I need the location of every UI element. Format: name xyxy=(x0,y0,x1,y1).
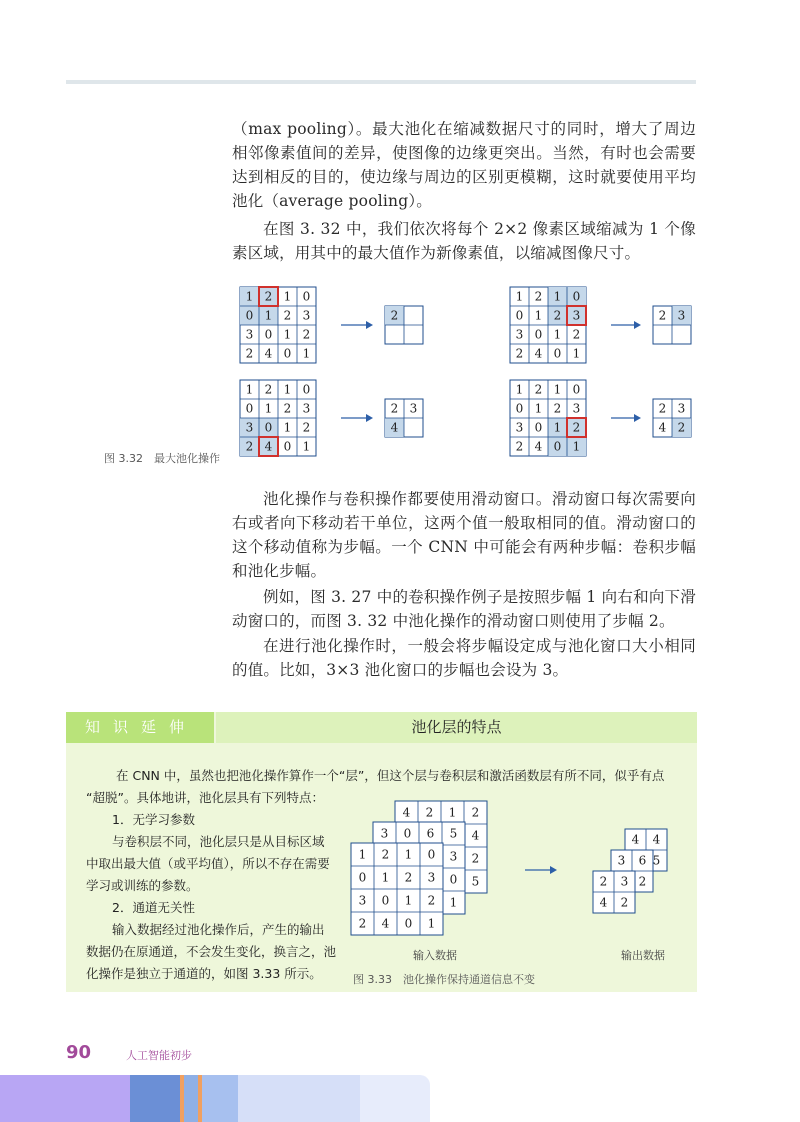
grid-cell-value: 4 xyxy=(471,828,480,843)
grid-cell-value: 2 xyxy=(572,327,581,342)
pooling-output-grid xyxy=(385,399,423,437)
grid-cell-value: 0 xyxy=(245,401,254,416)
grid-cell-value: 2 xyxy=(658,308,667,323)
output-channel-1 xyxy=(593,871,635,913)
grid-cell-value: 1 xyxy=(572,439,581,454)
grid-cell-value: 1 xyxy=(553,382,562,397)
footer-bar-1 xyxy=(0,1075,130,1122)
grid-cell-value: 0 xyxy=(515,308,524,323)
grid-cell-value: 2 xyxy=(283,401,292,416)
box-item1-line1: 与卷积层不同，池化层只是从目标区域 xyxy=(112,834,325,849)
grid-cell-value: 2 xyxy=(245,346,254,361)
grid-cell-value: 3 xyxy=(302,308,311,323)
grid-cell-value: 3 xyxy=(409,401,418,416)
grid-cell-value: 2 xyxy=(471,805,480,820)
grid-cell-value: 1 xyxy=(283,382,292,397)
grid-cell-value: 3 xyxy=(677,401,686,416)
grid-cell-value: 1 xyxy=(245,382,254,397)
grid-cell-value: 1 xyxy=(264,401,273,416)
figure-3-33-svg xyxy=(345,795,690,973)
grid-cell-value: 3 xyxy=(449,849,458,864)
grid-cell-value: 4 xyxy=(534,346,543,361)
pooling-arrow xyxy=(611,321,641,329)
grid-cell-value: 2 xyxy=(658,401,667,416)
grid-cell-value: 2 xyxy=(620,895,629,910)
grid-cell-value: 3 xyxy=(380,826,389,841)
grid-cell-value: 5 xyxy=(652,853,661,868)
grid-cell-value: 1 xyxy=(572,346,581,361)
grid-cell-value: 1 xyxy=(302,439,311,454)
output-data-label: 输出数据 xyxy=(621,949,665,962)
grid-cell-value: 4 xyxy=(534,439,543,454)
grid-cell-value: 2 xyxy=(515,439,524,454)
grid-cell-value: 2 xyxy=(264,289,273,304)
grid-cell-value: 0 xyxy=(572,289,581,304)
grid-cell-value: 3 xyxy=(515,420,524,435)
grid-cell-value: 5 xyxy=(449,826,458,841)
grid-cell-value: 1 xyxy=(264,308,273,323)
grid-cell-value: 4 xyxy=(402,805,411,820)
footer-bar-3 xyxy=(184,1075,198,1122)
grid-cell-value: 4 xyxy=(652,832,661,847)
footer-bar-4 xyxy=(202,1075,238,1122)
grid-cell-value: 2 xyxy=(638,874,647,889)
grid-cell-value: 5 xyxy=(471,874,480,889)
knowledge-box-title: 池化层的特点 xyxy=(216,712,697,743)
grid-cell-value: 4 xyxy=(264,439,273,454)
box-item2-line1: 输入数据经过池化操作后，产生的输出 xyxy=(112,922,325,937)
grid-cell-value: 1 xyxy=(553,327,562,342)
grid-cell-value: 2 xyxy=(425,805,434,820)
grid-cell-value: 3 xyxy=(617,853,626,868)
grid-cell-value: 0 xyxy=(358,870,367,885)
grid-cell-value: 2 xyxy=(599,874,608,889)
grid-cell-value: 1 xyxy=(553,420,562,435)
page-number: 90 xyxy=(66,1042,92,1063)
grid-cell-value: 6 xyxy=(638,853,647,868)
grid-cell-value: 2 xyxy=(245,439,254,454)
channel-arrow xyxy=(525,866,557,874)
figure-3-32-svg xyxy=(225,282,705,460)
grid-cell-value: 4 xyxy=(381,916,390,931)
figure-3-33-caption: 图 3.33 池化操作保持通道信息不变 xyxy=(353,973,535,986)
grid-cell-value: 3 xyxy=(245,420,254,435)
grid-cell-value: 0 xyxy=(264,420,273,435)
pooling-arrow xyxy=(341,321,373,329)
grid-cell-value: 4 xyxy=(599,895,608,910)
figure-3-32-caption: 图 3.32 最大池化操作 xyxy=(104,452,220,465)
grid-cell-value: 2 xyxy=(283,308,292,323)
grid-cell-value: 1 xyxy=(449,895,458,910)
grid-cell-value: 0 xyxy=(553,346,562,361)
grid-cell-value: 2 xyxy=(390,308,399,323)
footer-bar-2 xyxy=(130,1075,180,1122)
paragraph-stride-setting: 在进行池化操作时，一般会将步幅设定成与池化窗口大小相同的值。比如，3×3 池化窗口的步幅也会设为 3。 xyxy=(232,637,696,679)
knowledge-box-label: 知识延伸 xyxy=(66,712,214,743)
box-item1-title: 1．无学习参数 xyxy=(112,812,195,827)
box-item2-line3: 化操作是独立于通道的，如图 3.33 所示。 xyxy=(86,966,322,981)
grid-cell-value: 1 xyxy=(515,382,524,397)
input-data-label: 输入数据 xyxy=(413,949,457,962)
grid-cell-value: 2 xyxy=(553,401,562,416)
grid-cell-value: 0 xyxy=(534,327,543,342)
grid-cell-value: 3 xyxy=(572,401,581,416)
grid-cell-value: 3 xyxy=(515,327,524,342)
book-title: 人工智能初步 xyxy=(126,1049,192,1062)
grid-cell-value: 0 xyxy=(245,308,254,323)
grid-cell-value: 2 xyxy=(264,382,273,397)
grid-cell-value: 0 xyxy=(302,289,311,304)
grid-cell-value: 2 xyxy=(381,847,390,862)
header-rule xyxy=(66,80,696,84)
grid-cell-value: 3 xyxy=(427,870,436,885)
grid-cell-value: 1 xyxy=(302,346,311,361)
box-item2-title: 2．通道无关性 xyxy=(112,900,195,915)
grid-cell-value: 0 xyxy=(427,847,436,862)
grid-cell-value: 2 xyxy=(302,327,311,342)
grid-cell-value: 0 xyxy=(381,893,390,908)
box-intro-line2: “超脱”。具体地讲，池化层具有下列特点： xyxy=(86,790,324,805)
grid-cell-value: 1 xyxy=(448,805,457,820)
grid-cell-value: 2 xyxy=(390,401,399,416)
grid-cell-value: 3 xyxy=(572,308,581,323)
grid-cell-value: 1 xyxy=(404,893,413,908)
grid-cell-value: 1 xyxy=(534,308,543,323)
grid-cell-value: 2 xyxy=(553,308,562,323)
grid-cell-value: 3 xyxy=(245,327,254,342)
grid-cell-value: 0 xyxy=(283,346,292,361)
grid-cell-value: 3 xyxy=(358,893,367,908)
grid-cell-value: 2 xyxy=(515,346,524,361)
paragraph-sliding-window: 池化操作与卷积操作都要使用滑动窗口。滑动窗口每次需要向右或者向下移动若干单位，这两个值一般取相同的值。滑动窗口的这个移动值称为步幅。一个 CNN 中可能会有两种步幅：卷积步幅和池化步幅。 xyxy=(232,490,696,580)
grid-cell-value: 2 xyxy=(534,382,543,397)
paragraph-max-pooling: （max pooling）。最大池化在缩减数据尺寸的同时，增大了周边相邻像素值间的差异，使图像的边缘更突出。当然，有时也会需要达到相反的目的，使边缘与周边的区别更模糊，这时就要使用平均池化（average pooling）。 xyxy=(232,120,696,210)
grid-cell-value: 0 xyxy=(534,420,543,435)
pooling-output-grid xyxy=(653,306,691,344)
figure-3-33 xyxy=(345,795,690,973)
paragraph-figure-intro: 在图 3. 32 中，我们依次将每个 2×2 像素区域缩减为 1 个像素区域，用其中的最大值作为新像素值，以缩减图像尺寸。 xyxy=(232,220,696,262)
grid-cell-value: 0 xyxy=(302,382,311,397)
paragraph-stride-example: 例如，图 3. 27 中的卷积操作例子是按照步幅 1 向右和向下滑动窗口的，而图 3. 32 中池化操作的滑动窗口则使用了步幅 2。 xyxy=(232,588,696,630)
grid-cell-value: 1 xyxy=(358,847,367,862)
grid-cell-value: 2 xyxy=(677,420,686,435)
grid-cell-value: 0 xyxy=(515,401,524,416)
grid-cell-value: 1 xyxy=(283,289,292,304)
grid-cell-value: 0 xyxy=(404,916,413,931)
grid-cell-value: 1 xyxy=(427,916,436,931)
footer-bar-5 xyxy=(238,1075,360,1122)
footer-bar-6 xyxy=(360,1075,430,1122)
grid-cell-value: 2 xyxy=(427,893,436,908)
grid-cell-value: 2 xyxy=(302,420,311,435)
grid-cell-value: 1 xyxy=(283,327,292,342)
box-item2-line2: 数据仍在原通道，不会发生变化，换言之，池 xyxy=(86,944,337,959)
grid-cell-value: 1 xyxy=(404,847,413,862)
grid-cell-value: 4 xyxy=(390,420,399,435)
pooling-output-grid xyxy=(385,306,423,344)
grid-cell-value: 2 xyxy=(471,851,480,866)
grid-cell-value: 0 xyxy=(572,382,581,397)
grid-cell-value: 6 xyxy=(426,826,435,841)
grid-cell-value: 1 xyxy=(553,289,562,304)
grid-cell-value: 0 xyxy=(283,439,292,454)
grid-cell-value: 2 xyxy=(534,289,543,304)
box-item1-line3: 学习或训练的参数。 xyxy=(86,878,199,893)
figure-3-32 xyxy=(225,282,705,460)
box-item1-line2: 中取出最大值（或平均值），所以不存在需要 xyxy=(86,856,330,871)
grid-cell-value: 1 xyxy=(515,289,524,304)
input-channel-1 xyxy=(351,843,443,935)
grid-cell-value: 3 xyxy=(620,874,629,889)
grid-cell-value: 0 xyxy=(553,439,562,454)
grid-cell-value: 1 xyxy=(283,420,292,435)
pooling-arrow xyxy=(611,414,641,422)
grid-cell-value: 1 xyxy=(534,401,543,416)
grid-cell-value: 2 xyxy=(358,916,367,931)
grid-cell-value: 3 xyxy=(677,308,686,323)
grid-cell-value: 4 xyxy=(264,346,273,361)
grid-cell-value: 0 xyxy=(449,872,458,887)
grid-cell-value: 0 xyxy=(264,327,273,342)
grid-cell-value: 3 xyxy=(302,401,311,416)
grid-cell-value: 2 xyxy=(404,870,413,885)
grid-cell-value: 4 xyxy=(631,832,640,847)
grid-cell-value: 2 xyxy=(572,420,581,435)
pooling-output-grid xyxy=(653,399,691,437)
grid-cell-value: 1 xyxy=(381,870,390,885)
box-intro-line1: 在 CNN 中，虽然也把池化操作算作一个“层”，但这个层与卷积层和激活函数层有所不同，似乎有点 xyxy=(116,768,665,783)
grid-cell-value: 0 xyxy=(403,826,412,841)
grid-cell-value: 1 xyxy=(245,289,254,304)
pooling-arrow xyxy=(341,414,373,422)
grid-cell-value: 4 xyxy=(658,420,667,435)
